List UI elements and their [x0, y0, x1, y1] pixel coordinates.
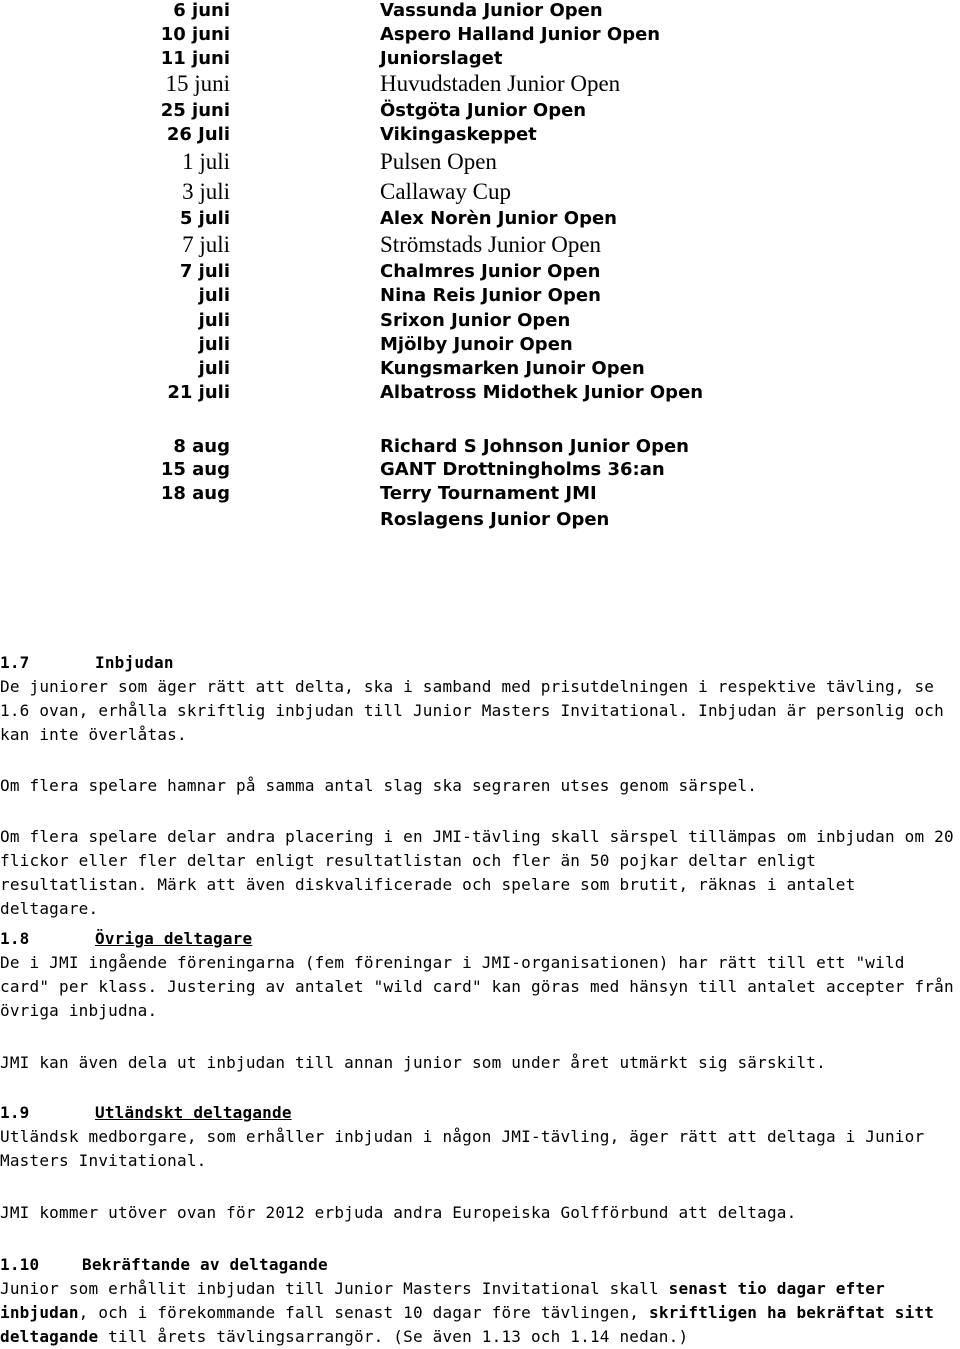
schedule-date: 11 juni [160, 48, 230, 69]
schedule-date: 7 juli [182, 232, 230, 257]
paragraph: De i JMI ingående föreningarna (fem föreningar i JMI-organisationen) har rätt till ett "wild card" per klass. Justering av antalet "wild card" kan göras med hänsyn till antalet accepter från övriga inbjudna. [0, 953, 954, 1020]
schedule-row [0, 0, 960, 24]
text-run: till årets tävlingsarrangör. (Se även 1.13 och 1.14 nedan.) [98, 1327, 689, 1346]
schedule-event: Pulsen Open [380, 149, 497, 174]
section-1-10 [0, 1253, 960, 1349]
paragraph: Utländsk medborgare, som erhåller inbjudan i någon JMI-tävling, äger rätt att deltaga i Junior Masters Invitational. [0, 1127, 925, 1170]
section-1-7 [0, 651, 960, 921]
schedule-event: Huvudstaden Junior Open [380, 71, 621, 96]
schedule-event: Roslagens Junior Open [380, 509, 610, 530]
section-number: 1.7 [0, 653, 30, 672]
schedule-row [0, 233, 960, 257]
section-title: Inbjudan [95, 653, 174, 672]
schedule-date: 10 juni [160, 24, 230, 45]
section-title: Övriga deltagare [95, 929, 253, 948]
schedule-event: Alex Norèn Junior Open [380, 208, 617, 229]
schedule-row [0, 382, 960, 406]
section-heading [0, 651, 960, 675]
schedule-event: Terry Tournament JMI [380, 483, 597, 504]
schedule-row [0, 334, 960, 358]
schedule-row [0, 24, 960, 48]
schedule-event: Nina Reis Junior Open [380, 285, 601, 306]
paragraph: JMI kan även dela ut inbjudan till annan junior som under året utmärkt sig särskilt. [0, 1053, 826, 1072]
schedule-row [0, 459, 960, 483]
schedule-date: juli [198, 310, 230, 331]
section-title: Bekräftande av deltagande [82, 1255, 328, 1274]
schedule-event: GANT Drottningholms 36:an [380, 459, 665, 480]
section-number: 1.10 [0, 1255, 40, 1274]
schedule-row [0, 261, 960, 285]
schedule-row [0, 48, 960, 72]
section-number: 1.9 [0, 1103, 30, 1122]
schedule-row [0, 509, 960, 533]
schedule-date: 8 aug [173, 436, 230, 457]
schedule-date: juli [198, 285, 230, 306]
paragraph: De juniorer som äger rätt att delta, ska i samband med prisutdelningen i respektive tävling, se 1.6 ovan, erhålla skriftlig inbjudan till Junior Masters Invitational. Inbjudan är personlig och kan inte överlåtas. [0, 677, 944, 744]
schedule-row [0, 180, 960, 204]
section-1-8 [0, 927, 960, 1075]
section-heading [0, 1101, 960, 1125]
schedule-event: Chalmres Junior Open [380, 261, 601, 282]
schedule-event: Juniorslaget [380, 48, 503, 69]
schedule-row [0, 208, 960, 232]
bold-text-run: skriftligen ha bekräftat sitt deltagande [0, 1303, 935, 1346]
paragraph: JMI kommer utöver ovan för 2012 erbjuda andra Europeiska Golfförbund att deltaga. [0, 1203, 797, 1222]
schedule-event: Vikingaskeppet [380, 124, 537, 145]
schedule-event: Albatross Midothek Junior Open [380, 382, 704, 403]
schedule-date: 7 juli [179, 261, 230, 282]
schedule-event: Mjölby Junoir Open [380, 334, 573, 355]
schedule-date: 5 juli [179, 208, 230, 229]
text-run: , och i förekommande fall senast 10 dagar före tävlingen, [78, 1303, 649, 1322]
schedule-date: 26 Juli [166, 124, 230, 145]
section-number: 1.8 [0, 929, 30, 948]
schedule-event: Vassunda Junior Open [380, 0, 603, 21]
schedule-row [0, 483, 960, 507]
schedule-event: Strömstads Junior Open [380, 232, 602, 257]
schedule-date: 15 juni [165, 71, 230, 96]
schedule-row [0, 358, 960, 382]
schedule-date: juli [198, 334, 230, 355]
schedule-row [0, 436, 960, 460]
schedule-row [0, 124, 960, 148]
schedule-date: 15 aug [160, 459, 230, 480]
schedule-event: Kungsmarken Junoir Open [380, 358, 645, 379]
text-run: Junior som erhållit inbjudan till Junior Masters Invitational skall [0, 1279, 669, 1298]
section-heading [0, 927, 960, 951]
paragraph: Om flera spelare delar andra placering i en JMI-tävling skall särspel tillämpas om inbjudan om 20 flickor eller fler deltar enligt resultatlistan och fler än 50 pojkar deltar enligt resultatlistan. Märk att även diskvalificerade och spelare som brutit, räknas i antalet deltagare. [0, 827, 954, 918]
schedule-date: 3 juli [182, 179, 230, 204]
schedule-row [0, 100, 960, 124]
schedule-event: Östgöta Junior Open [380, 100, 587, 121]
schedule-event: Richard S Johnson Junior Open [380, 436, 689, 457]
section-1-9 [0, 1101, 960, 1225]
schedule-row [0, 72, 960, 96]
schedule-event: Callaway Cup [380, 179, 511, 204]
schedule-date: 25 juni [160, 100, 230, 121]
paragraph [0, 1277, 960, 1349]
schedule-event: Aspero Halland Junior Open [380, 24, 661, 45]
paragraph: Om flera spelare hamnar på samma antal slag ska segraren utses genom särspel. [0, 776, 758, 795]
schedule-date: 21 juli [167, 382, 230, 403]
schedule-date: 6 juni [173, 0, 230, 21]
schedule-date: 18 aug [160, 483, 230, 504]
section-heading [0, 1253, 960, 1277]
schedule-date: juli [198, 358, 230, 379]
schedule-date: 1 juli [182, 149, 230, 174]
schedule-event: Srixon Junior Open [380, 310, 571, 331]
schedule-row [0, 150, 960, 174]
schedule-row [0, 310, 960, 334]
section-title: Utländskt deltagande [95, 1103, 292, 1122]
bold-text-run: senast tio dagar efter inbjudan [0, 1279, 885, 1322]
schedule-row [0, 285, 960, 309]
